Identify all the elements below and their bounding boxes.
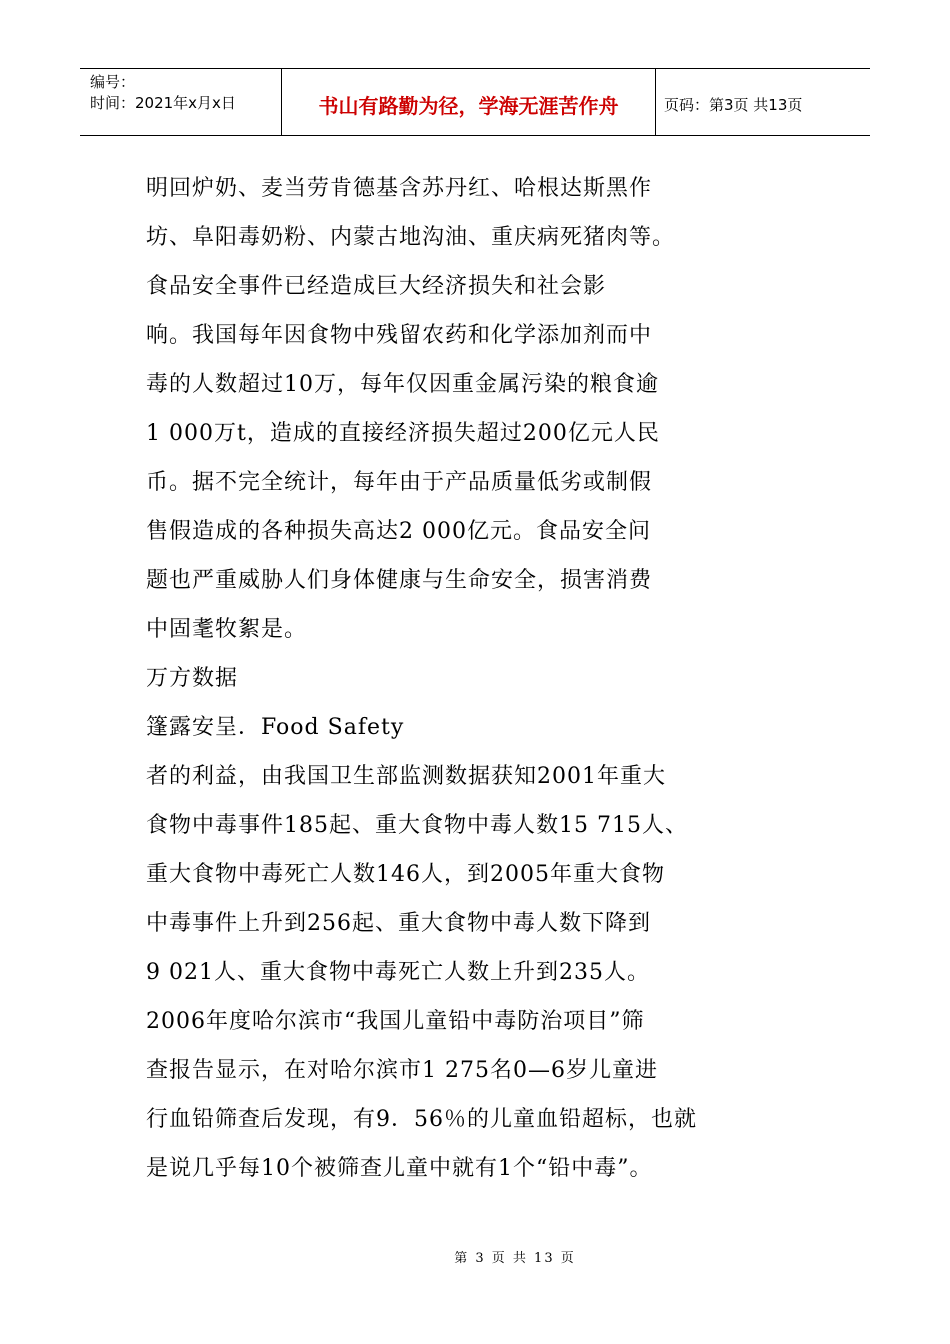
document-body — [146, 164, 786, 1193]
document-number-label: 编号： — [90, 73, 136, 91]
body-line: 响。我国每年因食物中残留农药和化学添加剂而中 — [146, 323, 653, 348]
header-page-info — [656, 69, 870, 135]
body-line: 9 021人、重大食物中毒死亡人数上升到235人。 — [146, 960, 650, 985]
page-info-text: 页码：第3页 共13页 — [664, 95, 803, 114]
body-line: 1 000万t，造成的直接经济损失超过200亿元人民 — [146, 421, 660, 446]
motto-text: 书山有路勤为径，学海无涯苦作舟 — [318, 93, 619, 118]
page-header — [80, 68, 870, 136]
body-line: 篷露安呈．Food Safety — [146, 715, 405, 740]
body-line: 售假造成的各种损失高达2 000亿元。食品安全问 — [146, 519, 651, 544]
body-line: 坊、阜阳毒奶粉、内蒙古地沟油、重庆病死猪肉等。 — [146, 225, 676, 250]
body-line: 中固耄牧絮是。 — [146, 617, 308, 642]
body-line: 币。据不完全统计，每年由于产品质量低劣或制假 — [146, 470, 653, 495]
body-line: 毒的人数超过10万，每年仅因重金属污染的粮食逾 — [146, 372, 659, 397]
body-line: 是说几乎每10个被筛查儿童中就有1个“铅中毒”。 — [146, 1156, 653, 1181]
body-line: 题也严重威胁人们身体健康与生命安全，损害消费 — [146, 568, 653, 593]
body-line: 行血铅筛查后发现，有9．56％的儿童血铅超标，也就 — [146, 1107, 697, 1132]
body-line: 者的利益，由我国卫生部监测数据获知2001年重大 — [146, 764, 666, 789]
body-line: 食品安全事件已经造成巨大经济损失和社会影 — [146, 274, 607, 299]
body-line: 万方数据 — [146, 666, 239, 691]
body-line: 查报告显示，在对哈尔滨市1 275名0—6岁儿童进 — [146, 1058, 658, 1083]
body-line: 重大食物中毒死亡人数146人，到2005年重大食物 — [146, 862, 665, 887]
header-motto-cell — [282, 69, 656, 135]
document-date: 时间：2021年x月x日 — [90, 94, 236, 112]
page-footer — [0, 1247, 950, 1266]
body-line: 中毒事件上升到256起、重大食物中毒人数下降到 — [146, 911, 651, 936]
body-line: 明回炉奶、麦当劳肯德基含苏丹红、哈根达斯黑作 — [146, 176, 653, 201]
body-line: 食物中毒事件185起、重大食物中毒人数15 715人、 — [146, 813, 688, 838]
body-line: 2006年度哈尔滨市“我国儿童铅中毒防治项目”筛 — [146, 1009, 645, 1034]
footer-page-number: 第 3 页 共 13 页 — [454, 1251, 576, 1266]
header-meta — [80, 69, 282, 135]
